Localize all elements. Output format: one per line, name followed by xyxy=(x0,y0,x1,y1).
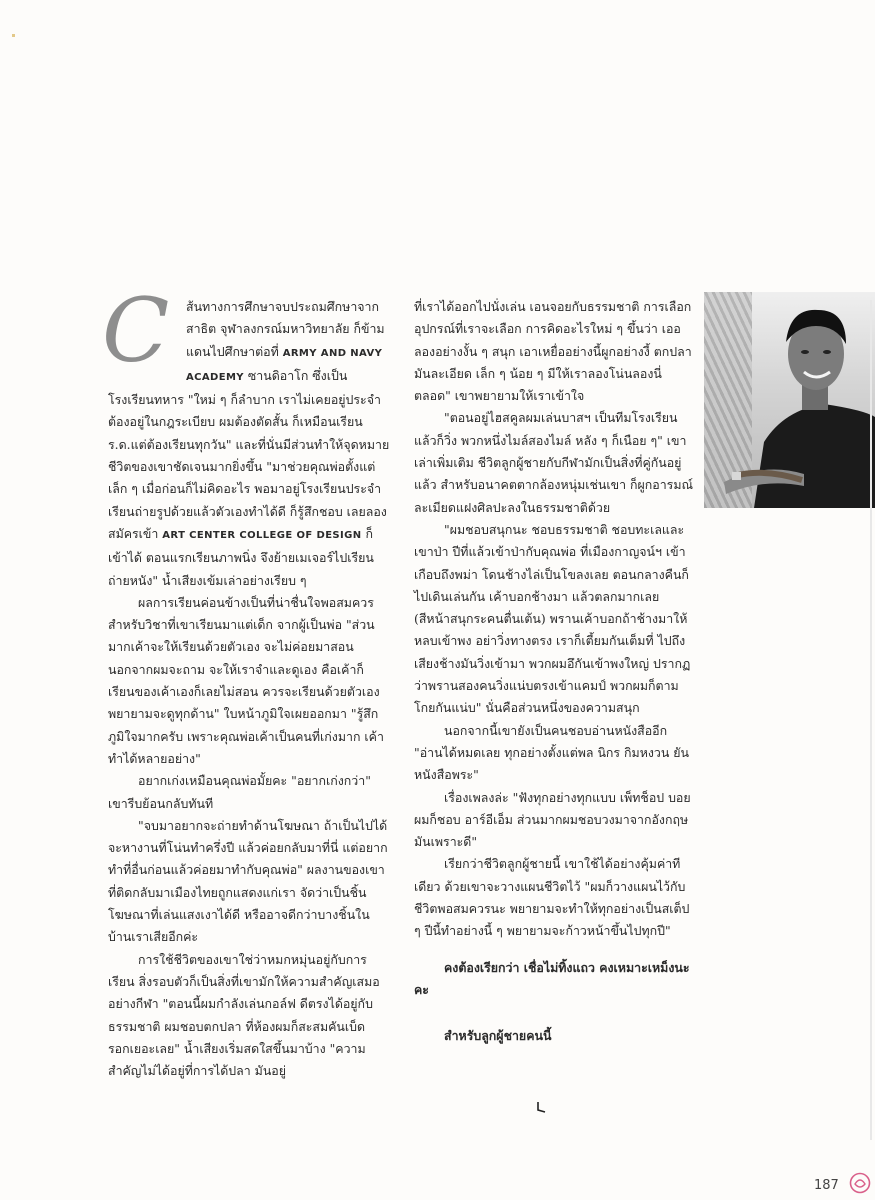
paragraph-6: ที่เราได้ออกไปนั่งเล่น เอนจอยกับธรรมชาติ การเลือกอุปกรณ์ที่เราจะเลือก การคิดอะไรใหม่ ๆ ขึ้นว่า เออ ลองอย่างงั้น ๆ สนุก เอาเหยื่ออย่างนี้ผูกอย่างงี้ ตกปลามันละเอียด เล็ก ๆ น้อย ๆ มีให้เราลองโน่นลองนี่ตลอด" เขาพยายามให้เราเข้าใจ xyxy=(414,299,692,404)
closing-line-2: สำหรับลูกผู้ชายคนนี้ xyxy=(444,1028,552,1044)
closing-line-1: คงต้องเรียกว่า เชื่อไม่ทิ้งแถว คงเหมาะเหม็งนะคะ xyxy=(414,959,690,997)
page-number: 187 xyxy=(814,1178,839,1193)
page-edge xyxy=(870,300,872,1140)
paragraph-8: "ผมชอบสนุกนะ ชอบธรรมชาติ ชอบทะเลและเขาป่า ปีที่แล้วเข้าป่ากับคุณพ่อ ที่เมืองกาญจน์ฯ เข้าเกือบถึงพม่า โดนช้างไล่เป็นโขลงเลย ตอนกลางคืนก็ไปเดินเล่นกัน เค้าบอกช้างมา แล้วตลกมากเลย (สีหน้าสนุกระคนตื่นเต้น) พรานเค้าบอกถ้าช้างมาให้หลบเข้าพง อย่าวิ่งทางตรง เราก็เตี้ยมกันเต็มที่ ไปถึง เสียงช้างมันวิ่งเข้ามา พวกผมอึกันเข้าพงใหญ่ ปรากฏว่าพรานสองคนวิ่งแน่บตรงเข้าแคมป์ พวกผมก็ตาม โกยกันแน่บ" นั่นคือส่วนหนึ่งของความสนุก xyxy=(414,521,691,716)
paragraph-4: "จบมาอยากจะถ่ายทำด้านโฆษณา ถ้าเป็นไปได้จะหางานที่โน่นทำครึ่งปี แล้วค่อยกลับมาที่นี่ แต่อยากทำที่อื่นก่อนแล้วค่อยมาทำกับคุณพ่อ" ผลงานของเขาที่ติดกลับมาเมืองไทยถูกแสดงแก่เรา จัดว่าเป็นชิ้นโฆษณาที่เล่นแสงเงาได้ดี หรืออาจดีกว่าบางชิ้นในบ้านเราเสียอีกค่ะ xyxy=(108,817,388,945)
paragraph-1-text-a: ส้นทางการศึกษาจบประถมศึกษาจากสาธิต จุฬาลงกรณ์มหาวิทยาลัย ก็ข้ามแดนไปศึกษาต่อที่ xyxy=(186,299,385,359)
paragraph-9: นอกจากนี้เขายังเป็นคนชอบอ่านหนังสืออีก "อ่านได้หมดเลย ทุกอย่างตั้งแต่พล นิกร กิมหงวน ยันหนังสือพระ" xyxy=(414,722,690,783)
school-name-army: ARMY AND NAVY ACADEMY xyxy=(186,347,383,383)
paragraph-3: อยากเก่งเหมือนคุณพ่อมั้ยคะ "อยากเก่งกว่า" เขารีบย้อนกลับทันที xyxy=(108,773,371,811)
paragraph-7: "ตอนอยู่ไฮสคูลผมเล่นบาสฯ เป็นทีมโรงเรียน แล้วก็วิ่ง พวกหนึ่งไมล์สองไมล์ หลัง ๆ ก็เนือย ๆ" เขาเล่าเพิ่มเติม ชีวิตลูกผู้ชายกับกีฬามักเป็นสิ่งที่คู่กันอยู่แล้ว สำหรับอนาคตตากล้องหนุ่มเช่นเขา ก็ผูกอารมณ์ละเมียดแฝงศิลปะลงในธรรมชาติด้วย xyxy=(414,410,693,515)
paragraph-1 xyxy=(102,279,390,592)
paragraph-10: เรื่องเพลงล่ะ "ฟังทุกอย่างทุกแบบ เพ็ทช็อป บอยผมก็ชอบ อาร์อีเอ็ม ส่วนมากผมชอบวงมาจากอังกฤษ มันเพราะดี" xyxy=(414,789,691,850)
end-mark-icon xyxy=(536,1098,546,1110)
paragraph-2: ผลการเรียนค่อนข้างเป็นที่น่าชื่นใจพอสมควร สำหรับวิชาที่เขาเรียนมาแต่เด็ก จากผู้เป็นพ่อ "ส่วนมากเค้าจะให้เรียนด้วยตัวเอง จะไม่ค่อยมาสอน นอกจากผมจะถาม จะให้เราจำและดูเอง คือเค้าก็เรียนของเค้าเองก็เลยไม่สอน ควรจะเรียนด้วยตัวเอง พยายามจะดูทุกด้าน" ใบหน้าภูมิใจเผยออกมา "รู้สึกภูมิใจมากครับ เพราะคุณพ่อเค้าเป็นคนที่เก่งมาก เค้าทำได้หลายอย่าง" xyxy=(108,594,384,766)
paragraph-5: การใช้ชีวิตของเขาใช่ว่าหมกหมุ่นอยู่กับการเรียน สิ่งรอบตัวก็เป็นสิ่งที่เขามักให้ความสำคัญเสมอ อย่างกีฬา "ตอนนี้ผมกำลังเล่นกอล์ฟ ดีตรงได้อยู่กับธรรมชาติ ผมชอบตกปลา ที่ห้องผมก็สะสมคันเบ็ด รอกเยอะเลย" น้ำเสียงเริ่มสดใสขึ้นมาบ้าง "ความสำคัญไม่ได้อยู่ที่การได้ปลา มันอยู่ xyxy=(108,951,380,1079)
portrait-figure xyxy=(704,292,875,508)
paragraph-11: เรียกว่าชีวิตลูกผู้ชายนี้ เขาใช้ได้อย่างคุ้มค่าทีเดียว ด้วยเขาจะวางแผนชีวิตไว้ "ผมก็วางแผนไว้กับชีวิตพอสมควรนะ พยายามจะทำให้ทุกอย่างเป็นสเต็ป ๆ ปีนี้ทำอย่างนี้ ๆ พยายามจะก้าวหน้าขึ้นไปทุกปี" xyxy=(414,856,690,939)
portrait-photo xyxy=(704,292,875,508)
corner-mark xyxy=(12,34,15,37)
school-name-art-center: ART CENTER COLLEGE OF DESIGN xyxy=(162,529,362,541)
magazine-logo-icon xyxy=(849,1172,871,1194)
paragraph-1-text-e: ก็เข้าได้ ตอนแรกเรียนภาพนิ่ง จึงย้ายเมเจอร์ไปเรียนถ่ายหนัง" น้ำเสียงเข้มเล่าอย่างเรียบ ๆ xyxy=(108,525,374,588)
paragraph-1-text-c: ซานดิอาโก ซึ่งเป็นโรงเรียนทหาร "ใหม่ ๆ ก็ลำบาก เราไม่เคยอยู่ประจำ ต้องอยู่ในกฎระเบียบ ผมต้องตัดสั้น ก็เหมือนเรียนร.ด.แต่ต้องเรียนทุกวัน" และที่นั่นมีส่วนทำให้จุดหมายชีวิตของเขาชัดเจนมากยิ่งขึ้น "มาช่วยคุณพ่อตั้งแต่เล็ก ๆ เมื่อก่อนก็ไม่คิดอะไร พอมาอยู่โรงเรียนประจำ เรียนถ่ายรูปด้วยแล้วตัวเองทำได้ดี ก็รู้สึกชอบ เลยลองสมัครเข้า xyxy=(108,367,390,541)
right-column xyxy=(414,296,694,1048)
left-column xyxy=(102,279,390,1082)
drop-cap: C xyxy=(102,279,170,382)
